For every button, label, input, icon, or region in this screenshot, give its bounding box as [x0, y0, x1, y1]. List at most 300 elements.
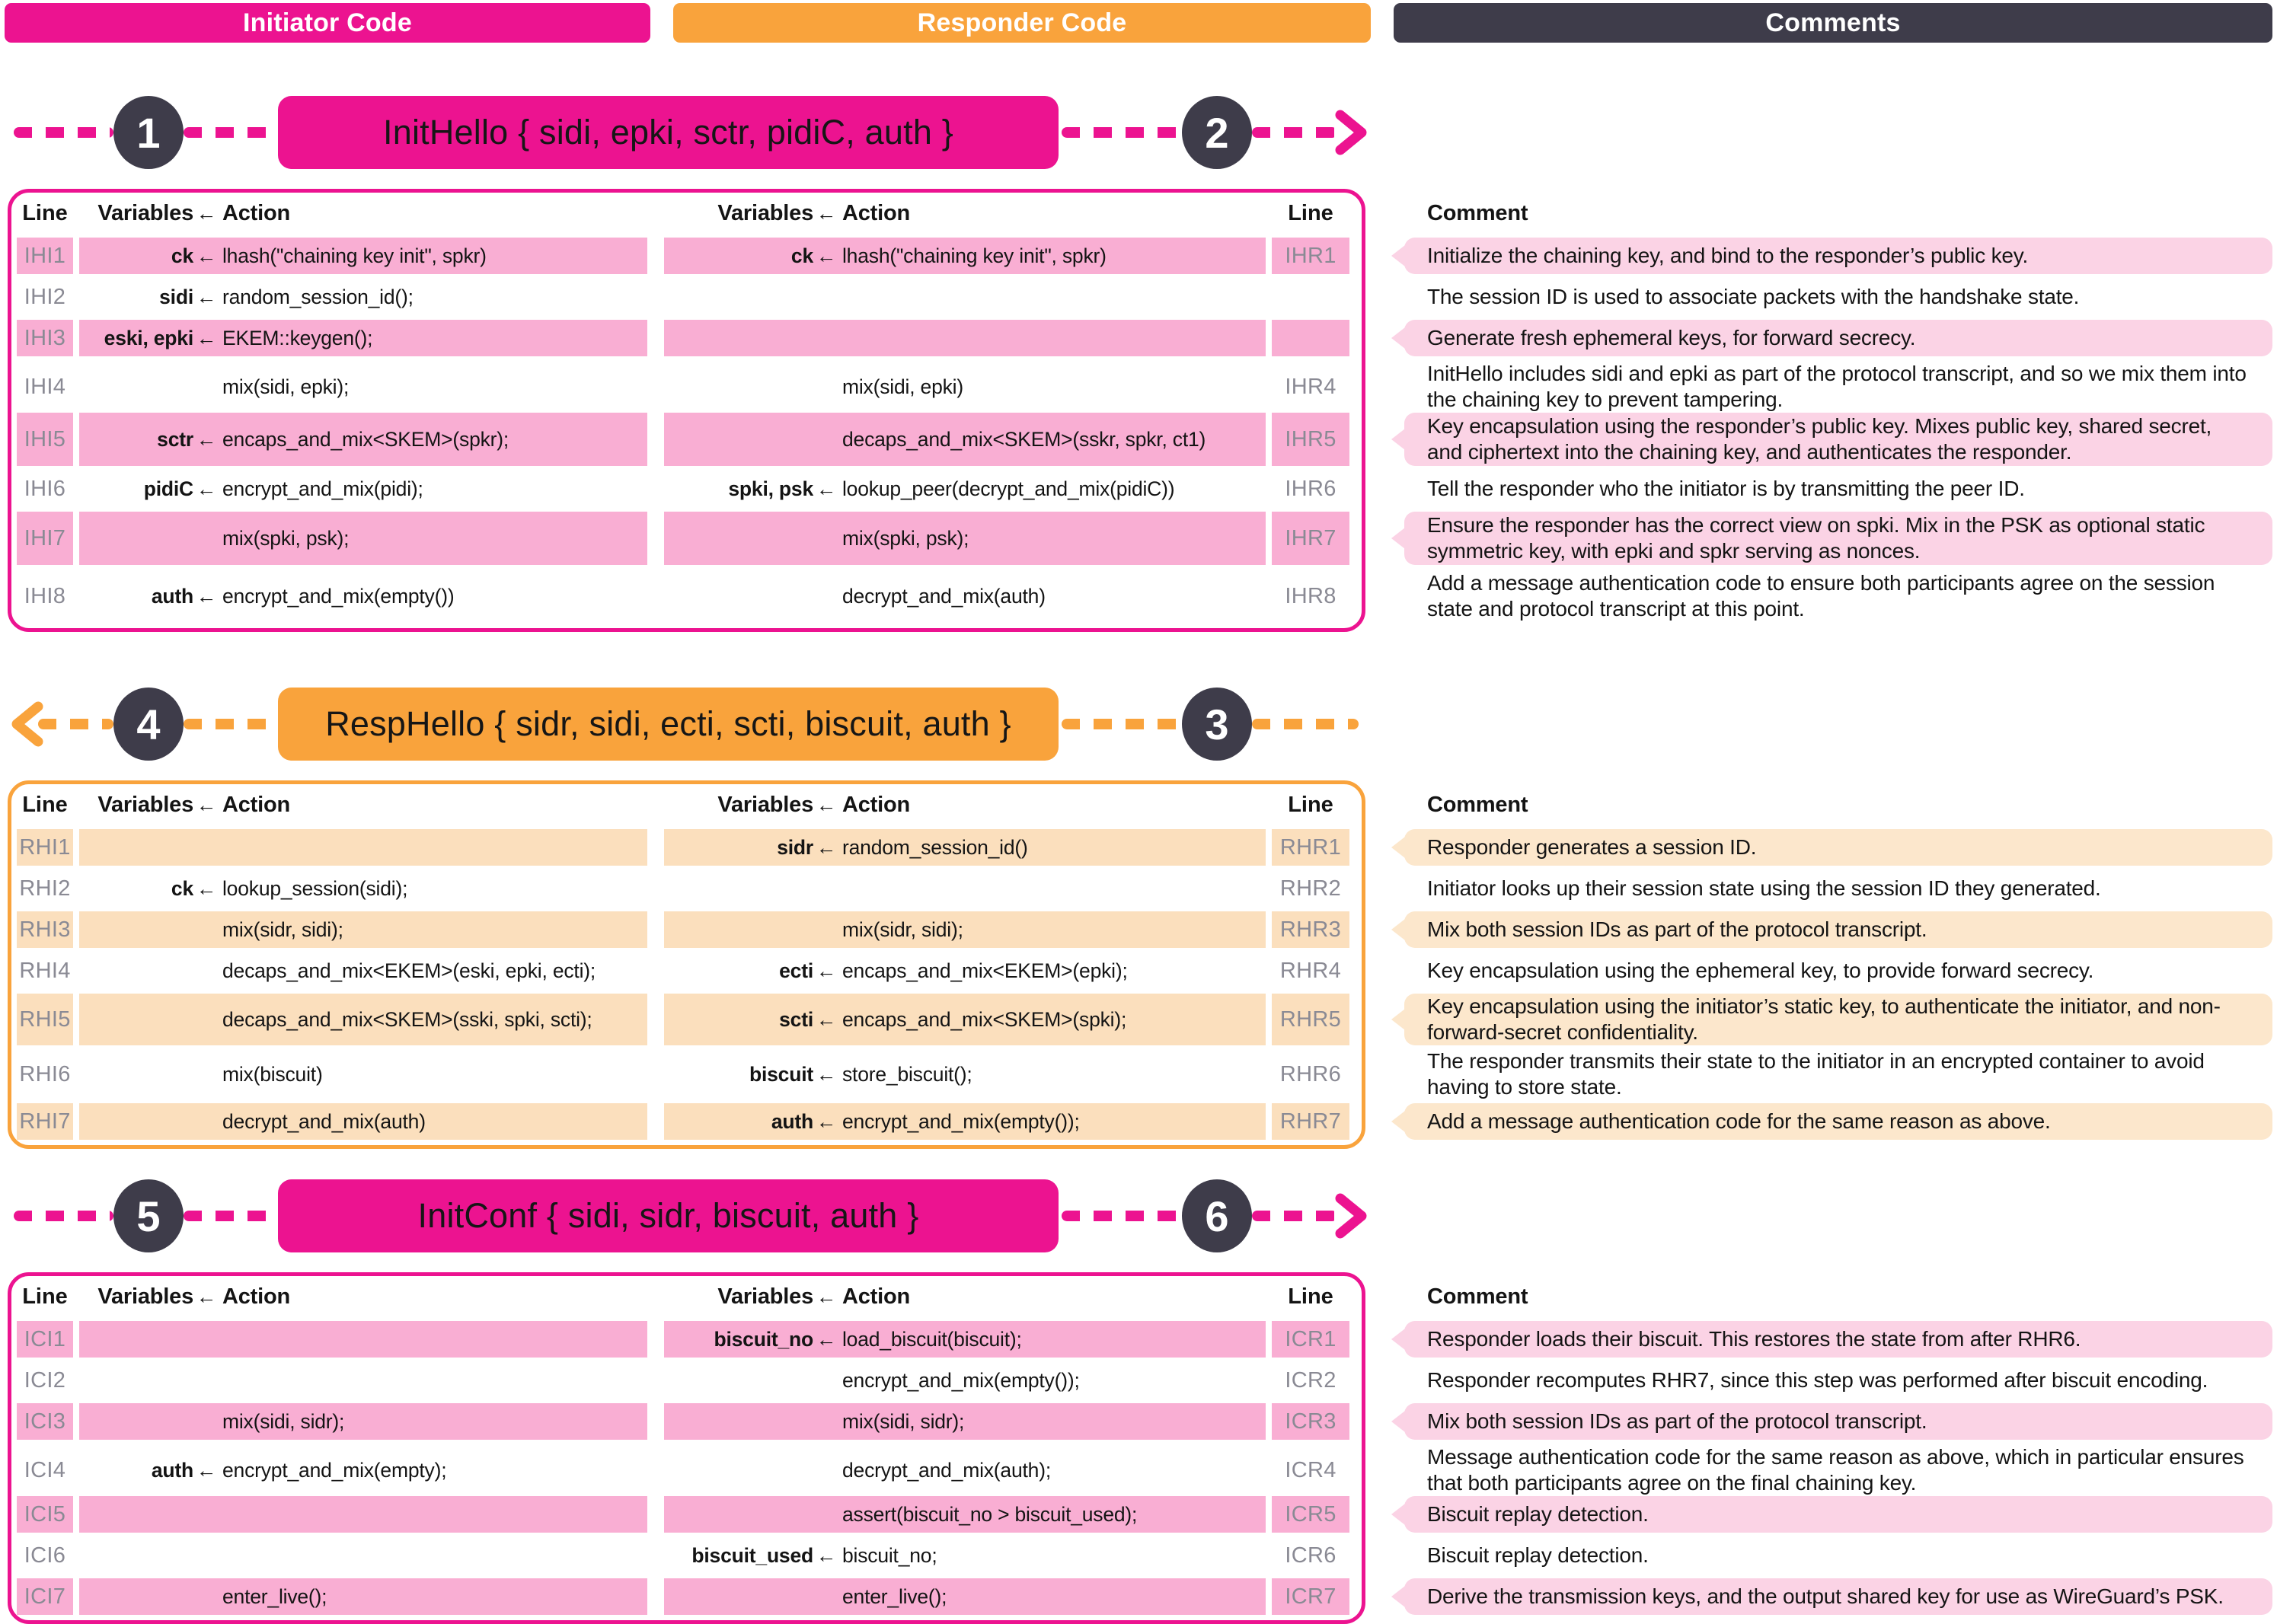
dashed-flow-line — [1252, 127, 1337, 138]
protocol-table-row — [0, 1048, 2277, 1099]
code-table-rows — [0, 1272, 2277, 1619]
code-statement — [664, 477, 1266, 501]
line-column-header: Line — [22, 1284, 68, 1309]
assign-arrow: ← — [816, 1109, 837, 1133]
code-statement — [664, 585, 1266, 608]
step-badge-4 — [113, 688, 184, 761]
comment-text: Message authentication code for the same reason as above, which in particular ensures that both participants agree on the final chaining key. — [1427, 1445, 2244, 1495]
comment-text: Responder generates a session ID. — [1404, 829, 2272, 866]
code-statement — [79, 1063, 647, 1086]
protocol-table-row — [0, 361, 2277, 411]
header-statement — [79, 1284, 647, 1310]
code-statement — [664, 1544, 1266, 1568]
comment-text: Mix both session IDs as part of the protocol transcript. — [1404, 911, 2272, 948]
comment-text: Tell the responder who the initiator is by transmitting the peer ID. — [1427, 477, 2025, 500]
line-column-header: Line — [1288, 200, 1333, 225]
comment-text: InitHello includes sidi and epki as part of the protocol transcript, and so we mix them into the chaining key to prevent tampering. — [1427, 362, 2247, 411]
variables-header-label: Variables — [97, 200, 193, 225]
variables-header-label: Variables — [717, 1284, 813, 1309]
initiator-line-label: ICI1 — [17, 1321, 73, 1358]
initiator-code-cell — [79, 320, 647, 356]
assign-arrow: ← — [816, 1007, 837, 1031]
message-flow-row — [0, 91, 2277, 174]
line-column-header: Line — [1288, 1284, 1333, 1309]
code-action: mix(sidi, sidr); — [842, 1409, 965, 1433]
responder-line-label: IHR4 — [1285, 374, 1336, 399]
dashed-flow-line — [38, 719, 113, 729]
comment-text: Responder recomputes RHR7, since this step was performed after biscuit encoding. — [1427, 1368, 2208, 1392]
initiator-line-label: RHI5 — [17, 994, 73, 1045]
code-statement — [79, 1459, 647, 1482]
initiator-code-cell — [79, 413, 647, 466]
code-action: assert(biscuit_no > biscuit_used); — [842, 1502, 1138, 1526]
code-statement — [79, 585, 647, 608]
code-table-rows — [0, 189, 2277, 627]
responder-code-cell — [664, 911, 1266, 948]
code-action: mix(sidi, epki) — [842, 375, 963, 398]
step-number: 2 — [1205, 108, 1229, 157]
responder-line-label: ICR3 — [1272, 1403, 1349, 1440]
code-variables: sidi — [159, 285, 193, 308]
flow-arrowhead-left-icon — [9, 701, 44, 747]
responder-code-header-bar — [673, 3, 1371, 43]
responder-code-cell — [664, 1362, 1266, 1399]
code-statement — [79, 375, 647, 399]
protocol-table-row — [0, 870, 2277, 907]
responder-line-label: RHR4 — [1279, 958, 1342, 983]
comment-text: Key encapsulation using the initiator’s static key, to authenticate the initiator, and non-forward-secret confidentiality. — [1404, 994, 2272, 1045]
step-number: 3 — [1205, 700, 1229, 748]
responder-code-cell — [664, 870, 1266, 907]
initiator-code-cell — [79, 512, 647, 565]
responder-code-header-label: Responder Code — [917, 8, 1127, 37]
code-variables: spki, psk — [728, 477, 813, 500]
code-action: EKEM::keygen(); — [222, 326, 373, 349]
assign-arrow: ← — [196, 477, 217, 500]
step-number: 5 — [136, 1192, 161, 1240]
code-action: encrypt_and_mix(empty()) — [222, 584, 455, 608]
responder-line-label: RHR3 — [1272, 911, 1349, 948]
responder-code-cell — [664, 1578, 1266, 1615]
code-variables: ck — [790, 244, 813, 267]
code-action: lookup_session(sidi); — [222, 876, 408, 900]
assign-arrow: ← — [196, 876, 217, 900]
initiator-line-label: ICI5 — [17, 1496, 73, 1533]
code-action: decrypt_and_mix(auth); — [842, 1458, 1051, 1482]
initiator-code-cell — [79, 1537, 647, 1574]
message-flow-row — [0, 1175, 2277, 1257]
comment-text: Initiator looks up their session state using the session ID they generated. — [1427, 876, 2101, 900]
initiator-code-cell — [79, 952, 647, 989]
responder-variables-action-header — [664, 196, 1266, 230]
code-statement — [664, 527, 1266, 550]
step-badge-3 — [1182, 688, 1252, 761]
dashed-flow-line — [14, 127, 113, 138]
code-action: enter_live(); — [842, 1584, 947, 1608]
code-action: enter_live(); — [222, 1584, 327, 1608]
initiator-code-cell — [79, 238, 647, 274]
variables-header-label: Variables — [717, 200, 813, 225]
initiator-line-label: IHI7 — [17, 512, 73, 565]
protocol-table-row — [0, 471, 2277, 507]
step-badge-2 — [1182, 96, 1252, 169]
initiator-code-cell — [79, 911, 647, 948]
initiator-line-label: ICI4 — [24, 1457, 66, 1482]
protocol-table-row — [0, 994, 2277, 1044]
action-header-label: Action — [842, 792, 911, 817]
table-header-row — [0, 196, 2277, 230]
initiator-code-cell — [79, 1496, 647, 1533]
responder-line-label — [1272, 279, 1349, 315]
code-statement — [79, 918, 647, 942]
initiator-code-cell — [79, 570, 647, 623]
comment-text: Key encapsulation using the responder’s public key. Mixes public key, shared secret, and ciphertext into the chaining key, and authenticates the responder. — [1404, 413, 2272, 466]
message-banner: InitConf { sidi, sidr, biscuit, auth } — [278, 1179, 1059, 1252]
dashed-flow-line — [1252, 1211, 1337, 1221]
protocol-table-row — [0, 1537, 2277, 1574]
comment-column-header: Comment — [1427, 201, 1528, 225]
code-statement — [664, 1008, 1266, 1032]
responder-code-cell — [664, 952, 1266, 989]
code-action: decaps_and_mix<SKEM>(sski, spki, scti); — [222, 1007, 592, 1031]
code-variables: biscuit_no — [714, 1327, 813, 1351]
line-column-header: Line — [22, 200, 68, 225]
code-statement — [79, 959, 647, 983]
code-action: encaps_and_mix<SKEM>(spki); — [842, 1007, 1127, 1031]
code-variables: biscuit — [749, 1062, 813, 1086]
code-variables: pidiC — [143, 477, 193, 500]
initiator-line-label: RHI4 — [19, 958, 71, 983]
initiator-line-label: ICI2 — [24, 1367, 66, 1393]
initiator-code-cell — [79, 1444, 647, 1496]
comment-text: Responder loads their biscuit. This restores the state from after RHR6. — [1404, 1321, 2272, 1358]
variables-header-label: Variables — [97, 792, 193, 817]
protocol-table-row — [0, 413, 2277, 466]
responder-code-cell — [664, 1103, 1266, 1140]
responder-code-cell — [664, 570, 1266, 623]
dashed-flow-line — [14, 1211, 113, 1221]
code-variables: sidr — [777, 835, 813, 859]
comment-text: Biscuit replay detection. — [1427, 1543, 1649, 1567]
protocol-table-row — [0, 911, 2277, 948]
dashed-flow-line — [1062, 719, 1182, 729]
responder-code-cell — [664, 279, 1266, 315]
initiator-code-header-bar — [5, 3, 650, 43]
protocol-table-row — [0, 1403, 2277, 1440]
step-number: 4 — [136, 700, 161, 748]
protocol-table-row — [0, 1444, 2277, 1495]
assign-arrow: ← — [196, 427, 217, 451]
initiator-line-label: RHI3 — [17, 911, 73, 948]
assign-arrow: ← — [816, 1327, 837, 1351]
initiator-variables-action-header — [79, 196, 647, 230]
message-flow-row — [0, 683, 2277, 765]
assign-arrow: ← — [816, 959, 837, 982]
responder-line-label: IHR8 — [1285, 583, 1336, 608]
protocol-table-row — [0, 829, 2277, 866]
code-statement — [79, 1008, 647, 1032]
comment-text: Derive the transmission keys, and the output shared key for use as WireGuard’s PSK. — [1404, 1578, 2272, 1615]
assign-arrow: ← — [196, 285, 217, 308]
responder-line-label: IHR5 — [1272, 413, 1349, 466]
responder-line-label: IHR1 — [1272, 238, 1349, 274]
code-statement — [664, 1410, 1266, 1434]
comment-text: Key encapsulation using the ephemeral key, to provide forward secrecy. — [1427, 959, 2094, 982]
initiator-line-label: IHI2 — [24, 284, 66, 309]
action-header-label: Action — [842, 200, 911, 225]
action-header-label: Action — [222, 1284, 291, 1309]
assign-arrow: ← — [196, 1458, 217, 1482]
responder-line-label: ICR2 — [1285, 1367, 1336, 1393]
line-column-header: Line — [22, 792, 68, 817]
action-header-label: Action — [222, 200, 291, 225]
code-action: store_biscuit(); — [842, 1062, 972, 1086]
comment-text: Initialize the chaining key, and bind to the responder’s public key. — [1404, 238, 2272, 274]
assign-arrow: ← — [196, 584, 217, 608]
responder-code-cell — [664, 1537, 1266, 1574]
protocol-table-row — [0, 570, 2277, 623]
assign-arrow: ← — [196, 201, 217, 225]
code-variables: sctr — [157, 427, 193, 451]
code-variables: ecti — [779, 959, 813, 982]
initiator-line-label: ICI6 — [24, 1543, 66, 1568]
code-variables: eski, epki — [104, 326, 193, 349]
protocol-table-row — [0, 1321, 2277, 1358]
comment-text: Biscuit replay detection. — [1404, 1496, 2272, 1533]
assign-arrow: ← — [816, 835, 837, 859]
responder-code-cell — [664, 1444, 1266, 1496]
initiator-code-cell — [79, 1362, 647, 1399]
assign-arrow: ← — [816, 201, 837, 225]
code-statement — [664, 1459, 1266, 1482]
code-action: encaps_and_mix<SKEM>(spkr); — [222, 427, 509, 451]
code-action: encrypt_and_mix(empty()); — [842, 1109, 1080, 1133]
initiator-variables-action-header — [79, 788, 647, 822]
initiator-code-cell — [79, 1578, 647, 1615]
comment-text: Ensure the responder has the correct view on spki. Mix in the PSK as optional static symmetric key, with epki and spkr serving as nonces. — [1404, 512, 2272, 565]
assign-arrow: ← — [816, 793, 837, 816]
code-variables: scti — [779, 1007, 813, 1031]
responder-code-cell — [664, 1048, 1266, 1100]
initiator-variables-action-header — [79, 1280, 647, 1313]
initiator-code-cell — [79, 279, 647, 315]
code-statement — [664, 428, 1266, 451]
responder-line-label — [1272, 320, 1349, 356]
initiator-line-label: RHI7 — [17, 1103, 73, 1140]
code-statement — [664, 244, 1266, 268]
protocol-table-row — [0, 952, 2277, 989]
responder-code-cell — [664, 1403, 1266, 1440]
comment-text: Add a message authentication code for the same reason as above. — [1404, 1103, 2272, 1140]
comment-text: The session ID is used to associate packets with the handshake state. — [1427, 285, 2080, 308]
code-action: load_biscuit(biscuit); — [842, 1327, 1022, 1351]
responder-line-label: IHR6 — [1285, 476, 1336, 501]
initiator-code-cell — [79, 1048, 647, 1100]
variables-header-label: Variables — [717, 792, 813, 817]
initiator-line-label: IHI1 — [17, 238, 73, 274]
code-statement — [79, 244, 647, 268]
variables-header-label: Variables — [97, 1284, 193, 1309]
responder-variables-action-header — [664, 788, 1266, 822]
initiator-line-label: RHI1 — [17, 829, 73, 866]
header-statement — [664, 201, 1266, 226]
header-statement — [79, 793, 647, 818]
initiator-code-cell — [79, 361, 647, 413]
responder-code-cell — [664, 320, 1266, 356]
step-badge-5 — [113, 1179, 184, 1252]
responder-line-label: RHR2 — [1279, 876, 1342, 901]
initiator-code-cell — [79, 471, 647, 507]
message-banner: InitHello { sidi, epki, sctr, pidiC, auth } — [278, 96, 1059, 169]
initiator-code-cell — [79, 829, 647, 866]
initiator-line-label: RHI6 — [19, 1061, 71, 1086]
protocol-table-row — [0, 279, 2277, 315]
step-number: 1 — [136, 108, 161, 157]
dashed-flow-line — [184, 719, 278, 729]
initiator-line-label: IHI3 — [17, 320, 73, 356]
flow-arrowhead-right-icon — [1334, 1193, 1369, 1239]
assign-arrow: ← — [196, 326, 217, 349]
code-action: biscuit_no; — [842, 1543, 937, 1567]
step-badge-6 — [1182, 1179, 1252, 1252]
comment-text: Add a message authentication code to ensure both participants agree on the session state and protocol transcript at this point. — [1427, 571, 2215, 621]
comment-text: The responder transmits their state to the initiator in an encrypted container to avoid having to store state. — [1427, 1049, 2205, 1099]
initiator-code-cell — [79, 1403, 647, 1440]
responder-code-cell — [664, 512, 1266, 565]
assign-arrow: ← — [816, 1062, 837, 1086]
responder-code-cell — [664, 413, 1266, 466]
protocol-table-row — [0, 1496, 2277, 1533]
code-variables: ck — [171, 244, 193, 267]
initiator-code-cell — [79, 994, 647, 1045]
code-statement — [79, 877, 647, 901]
assign-arrow: ← — [816, 477, 837, 500]
code-statement — [79, 327, 647, 350]
code-variables: ck — [171, 876, 193, 900]
initiator-line-label: IHI4 — [24, 374, 66, 399]
code-statement — [664, 1110, 1266, 1134]
step-badge-1 — [113, 96, 184, 169]
table-header-row — [0, 1280, 2277, 1313]
responder-line-label: ICR5 — [1272, 1496, 1349, 1533]
assign-arrow: ← — [196, 244, 217, 267]
code-statement — [79, 527, 647, 550]
code-action: mix(sidr, sidi); — [842, 917, 963, 941]
code-action: encrypt_and_mix(empty()); — [842, 1368, 1080, 1392]
code-statement — [664, 1585, 1266, 1609]
initiator-code-cell — [79, 870, 647, 907]
dashed-flow-line — [184, 127, 278, 138]
header-statement — [664, 793, 1266, 818]
line-column-header: Line — [1288, 792, 1333, 817]
code-action: mix(spki, psk); — [222, 526, 350, 550]
code-statement — [664, 1328, 1266, 1351]
responder-code-cell — [664, 1496, 1266, 1533]
dashed-flow-line — [1062, 1211, 1182, 1221]
code-variables: auth — [151, 584, 193, 608]
comment-column-header: Comment — [1427, 793, 1528, 817]
responder-line-label: ICR1 — [1272, 1321, 1349, 1358]
protocol-table-row — [0, 1578, 2277, 1615]
initiator-line-label: ICI3 — [17, 1403, 73, 1440]
responder-code-cell — [664, 1321, 1266, 1358]
code-table-rows — [0, 780, 2277, 1144]
code-statement — [79, 1585, 647, 1609]
initiator-line-label: IHI8 — [24, 583, 66, 608]
assign-arrow: ← — [816, 244, 837, 267]
initiator-line-label: ICI7 — [17, 1578, 73, 1615]
protocol-table-row — [0, 320, 2277, 356]
assign-arrow: ← — [816, 1543, 837, 1567]
assign-arrow: ← — [816, 1284, 837, 1308]
code-statement — [79, 1110, 647, 1134]
responder-code-cell — [664, 994, 1266, 1045]
protocol-table-row — [0, 1103, 2277, 1140]
code-statement — [664, 959, 1266, 983]
dashed-flow-line — [1062, 127, 1182, 138]
code-statement — [664, 836, 1266, 860]
code-action: mix(biscuit) — [222, 1062, 323, 1086]
responder-code-cell — [664, 829, 1266, 866]
step-number: 6 — [1205, 1192, 1229, 1240]
flow-arrowhead-right-icon — [1334, 110, 1369, 155]
protocol-table-row — [0, 512, 2277, 565]
code-action: lookup_peer(decrypt_and_mix(pidiC)) — [842, 477, 1175, 500]
initiator-line-label: RHI2 — [19, 876, 71, 901]
code-action: decaps_and_mix<SKEM>(sskr, spkr, ct1) — [842, 427, 1206, 451]
code-action: random_session_id(); — [222, 285, 414, 308]
responder-line-label: RHR7 — [1272, 1103, 1349, 1140]
action-header-label: Action — [222, 792, 291, 817]
code-action: decrypt_and_mix(auth) — [842, 584, 1046, 608]
assign-arrow: ← — [196, 1284, 217, 1308]
comment-text: Mix both session IDs as part of the protocol transcript. — [1404, 1403, 2272, 1440]
code-statement — [664, 918, 1266, 942]
code-action: encrypt_and_mix(empty); — [222, 1458, 447, 1482]
code-action: encrypt_and_mix(pidi); — [222, 477, 423, 500]
responder-line-label: RHR5 — [1272, 994, 1349, 1045]
comment-column-header: Comment — [1427, 1284, 1528, 1309]
protocol-table-row — [0, 1362, 2277, 1399]
comment-text: Generate fresh ephemeral keys, for forward secrecy. — [1404, 320, 2272, 356]
comments-header-bar — [1394, 3, 2272, 43]
responder-line-label: RHR1 — [1272, 829, 1349, 866]
responder-line-label: RHR6 — [1279, 1061, 1342, 1086]
initiator-code-header-label: Initiator Code — [243, 8, 412, 37]
initiator-code-cell — [79, 1103, 647, 1140]
code-variables: auth — [151, 1458, 193, 1482]
initiator-line-label: IHI6 — [24, 476, 66, 501]
header-statement — [79, 201, 647, 226]
code-action: mix(sidi, sidr); — [222, 1409, 345, 1433]
dashed-flow-line — [184, 1211, 278, 1221]
code-action: mix(spki, psk); — [842, 526, 969, 550]
responder-code-cell — [664, 471, 1266, 507]
code-variables: auth — [771, 1109, 813, 1133]
assign-arrow: ← — [196, 793, 217, 816]
code-statement — [664, 1369, 1266, 1393]
code-statement — [79, 428, 647, 451]
responder-line-label: IHR7 — [1272, 512, 1349, 565]
code-action: lhash("chaining key init", spkr) — [842, 244, 1107, 267]
code-statement — [79, 1410, 647, 1434]
code-statement — [664, 1503, 1266, 1527]
dashed-flow-line — [1252, 719, 1359, 729]
code-action: decaps_and_mix<EKEM>(eski, epki, ecti); — [222, 959, 596, 982]
code-action: decrypt_and_mix(auth) — [222, 1109, 426, 1133]
responder-line-label: ICR6 — [1285, 1543, 1336, 1568]
code-statement — [664, 1063, 1266, 1086]
